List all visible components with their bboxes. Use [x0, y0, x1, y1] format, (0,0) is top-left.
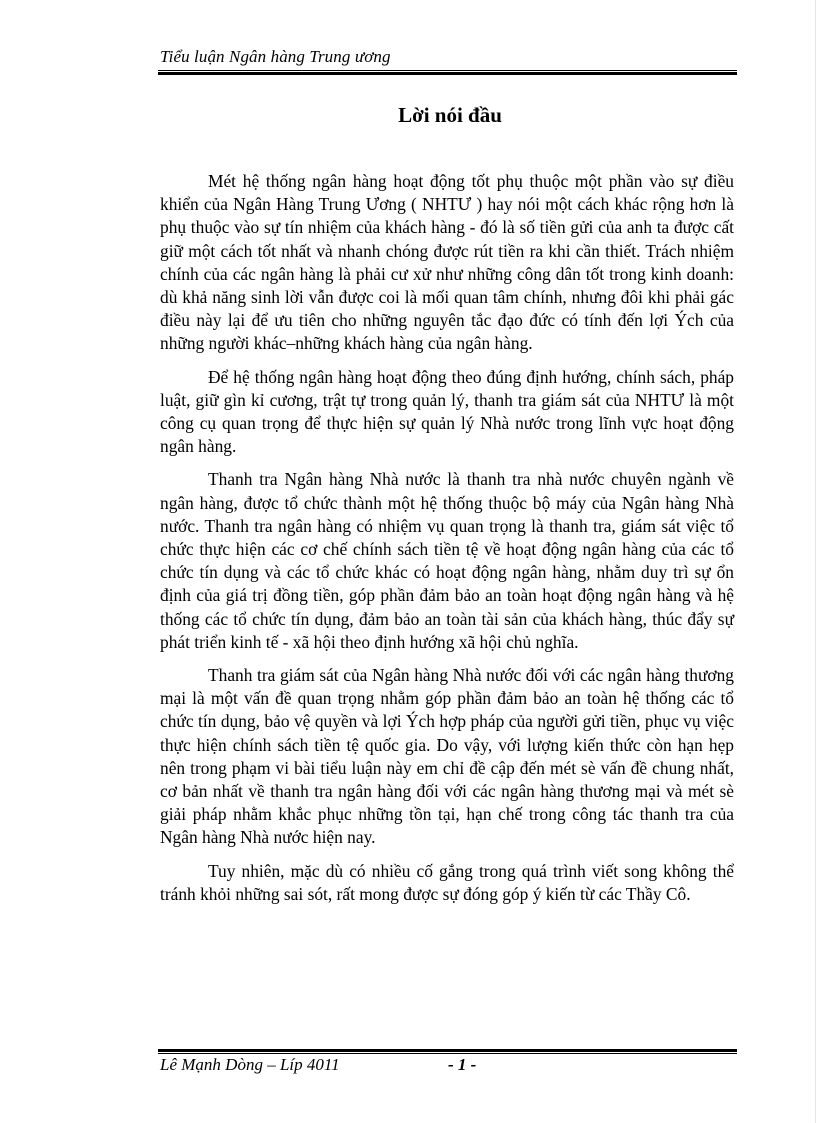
page-title: Lời nói đầu — [398, 103, 502, 127]
paragraph: Thanh tra Ngân hàng Nhà nước là thanh tra nhà nước chuyên ngành về ngân hàng, được tổ chức thành một hệ thống thuộc bộ máy của Ngân hàng Nhà nước. Thanh tra ngân hàng có nhiệm vụ quan trọng là thanh tra, giám sát việc tổ chức thực hiện các cơ chế chính sách tiền tệ về hoạt động ngân hàng của các tổ chức tín dụng và các tổ chức khác có hoạt động ngân hàng, nhằm duy trì sự ổn định của giá trị đồng tiền, góp phần đảm bảo an toàn hoạt động ngân hàng và hệ thống các tổ chức tín dụng, đảm bảo an toàn tài sản của khách hàng, thúc đẩy sự phát triển kinh tế - xã hội theo định hướng xã hội chủ nghĩa. — [160, 469, 734, 652]
footer-author: Lê Mạnh Dòng – Líp 4011 — [160, 1055, 340, 1074]
header-rule-thick — [158, 72, 737, 75]
footer-rule-thick — [158, 1049, 737, 1052]
paragraph: Tuy nhiên, mặc dù có nhiều cố gắng trong quá trình viết song không thể tránh khỏi những sai sót, rất mong được sự đóng góp ý kiến từ các Thầy Cô. — [160, 860, 734, 904]
paragraph: Thanh tra giám sát của Ngân hàng Nhà nước đối với các ngân hàng thương mại là một vấn đề quan trọng nhằm góp phần đảm bảo an toàn hệ thống các tổ chức tín dụng, bảo vệ quyền và lợi Ých hợp pháp của người gửi tiền, phục vụ việc thực hiện chính sách tiền tệ quốc gia. Do vậy, với lượng kiến thức còn hạn hẹp nên trong phạm vi bài tiểu luận này em chỉ đề cập đến mét sè vấn đề chung nhất, cơ bản nhất về thanh tra ngân hàng đối với các ngân hàng thương mại và mét sè giải pháp nhằm khắc phục những tồn tại, hạn chế trong công tác thanh tra của Ngân hàng Nhà nước hiện nay. — [160, 665, 734, 848]
footer-rule-thin — [158, 1053, 737, 1054]
running-header: Tiểu luận Ngân hàng Trung ương — [160, 47, 391, 66]
paragraph: Để hệ thống ngân hàng hoạt động theo đúng định hướng, chính sách, pháp luật, giữ gìn kỉ cương, trật tự trong quản lý, thanh tra giám sát của NHTƯ là một công cụ quan trọng để thực hiện sự quản lý Nhà nước trong lĩnh vực hoạt động ngân hàng. — [160, 366, 734, 457]
page-number: - 1 - — [448, 1055, 477, 1074]
header-rule-thin — [158, 70, 737, 71]
paragraph: Mét hệ thống ngân hàng hoạt động tốt phụ thuộc một phần vào sự điều khiển của Ngân Hàng Trung Ương ( NHTƯ ) hay nói một cách khác rộng hơn là phụ thuộc vào sự tín nhiệm của khách hàng - đó là số tiền gửi của anh ta được cất giữ một cách tốt nhất và nhanh chóng được rút tiền ra khi cần thiết. Trách nhiệm chính của các ngân hàng là phải cư xử như những công dân tốt trong kinh doanh: dù khả năng sinh lời vẫn được coi là mối quan tâm chính, nhưng đôi khi phải gác điều này lại để ưu tiên cho những nguyên tắc đạo đức có tính đến lợi Ých của những người khác–những khách hàng của ngân hàng. — [160, 171, 734, 354]
document-body — [160, 170, 734, 916]
